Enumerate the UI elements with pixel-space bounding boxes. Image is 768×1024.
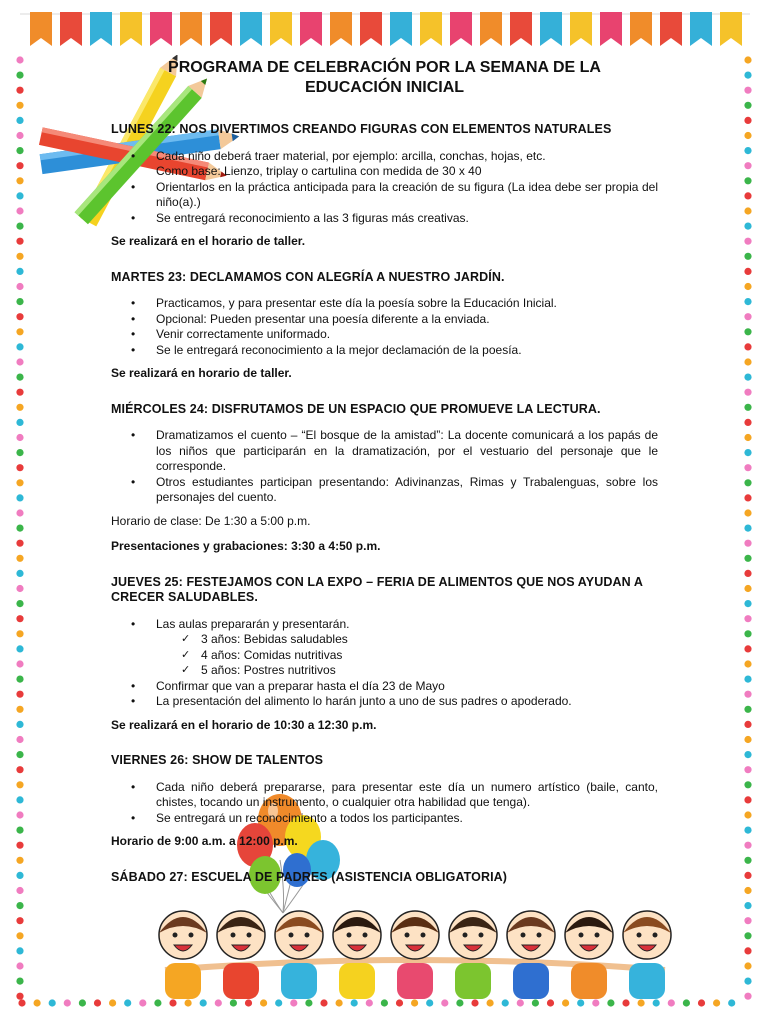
border-dot	[744, 389, 751, 396]
border-dot	[744, 464, 751, 471]
border-dot	[744, 238, 751, 245]
pennant-flag	[150, 12, 172, 46]
pennant-flag	[300, 12, 322, 46]
pennant-flag	[450, 12, 472, 46]
border-dot	[16, 872, 23, 879]
border-dot	[16, 842, 23, 849]
border-dot	[16, 540, 23, 547]
border-dot	[16, 328, 23, 335]
program-document	[111, 58, 658, 896]
border-dot	[16, 555, 23, 562]
pennant-flag	[330, 12, 352, 46]
border-dot	[744, 449, 751, 456]
section-note: Se realizará en el horario de 10:30 a 12:30 p.m.	[111, 717, 377, 732]
border-dot	[16, 162, 23, 169]
check-item: ✓ 4 años: Comidas nutritivas	[111, 648, 658, 664]
section-note: Presentaciones y grabaciones: 3:30 a 4:50 p.m.	[111, 539, 381, 553]
border-dot	[744, 509, 751, 516]
border-dot	[16, 238, 23, 245]
border-dot	[744, 374, 751, 381]
border-dot	[16, 132, 23, 139]
border-dot	[744, 857, 751, 864]
border-dot	[744, 177, 751, 184]
border-dot	[744, 87, 751, 94]
border-dot	[744, 691, 751, 698]
section-heading: MARTES 23: DECLAMAMOS CON ALEGRÍA A NUESTRO JARDÍN.	[111, 269, 505, 284]
border-dot	[124, 999, 131, 1006]
list-item: • Se entregará un reconocimiento a todos los participantes.	[111, 811, 658, 827]
border-dot	[744, 223, 751, 230]
border-dot	[79, 999, 86, 1006]
list-item: • Se le entregará reconocimiento a la mejor declamación de la poesía.	[111, 343, 658, 359]
pennant-flag	[270, 12, 292, 46]
list-item: Como base: Lienzo, triplay o cartulina con medida de 30 x 40	[156, 164, 482, 178]
section-note: Se realizará en horario de taller.	[111, 366, 292, 380]
border-dot	[16, 525, 23, 532]
pennant-flag	[30, 12, 52, 46]
border-dot	[744, 525, 751, 532]
border-dot	[18, 999, 25, 1006]
border-dot	[16, 947, 23, 954]
border-dot	[16, 358, 23, 365]
border-dot	[744, 434, 751, 441]
border-dot	[744, 751, 751, 758]
border-dot	[16, 192, 23, 199]
border-dot	[744, 993, 751, 1000]
border-dot	[744, 962, 751, 969]
border-dot	[744, 147, 751, 154]
border-dot	[16, 917, 23, 924]
pennant-flag	[480, 12, 502, 46]
border-dot	[16, 343, 23, 350]
border-dot	[16, 751, 23, 758]
border-dot	[16, 479, 23, 486]
border-dot	[16, 404, 23, 411]
section-heading: SÁBADO 27: ESCUELA DE PADRES (ASISTENCIA OBLIGATORIA)	[111, 869, 508, 884]
border-dot	[16, 298, 23, 305]
border-dot	[16, 570, 23, 577]
section-tuesday	[111, 270, 658, 382]
border-dot	[16, 781, 23, 788]
list-item: • Cada niño deberá prepararse, para presentar este día un numero artístico (baile, canto, chistes, tocando un instrumento, o cualquier otra habilidad que tenga).	[111, 780, 658, 811]
section-heading: JUEVES 25: FESTEJAMOS CON LA EXPO – FERIA DE ALIMENTOS QUE NOS AYUDAN A CRECER SALUDABLES.	[111, 574, 643, 604]
border-dot	[16, 389, 23, 396]
border-dot	[744, 706, 751, 713]
border-dot	[744, 207, 751, 214]
border-dot	[16, 645, 23, 652]
border-dot	[744, 660, 751, 667]
border-dot	[744, 630, 751, 637]
list-item: • Confirmar que van a preparar hasta el día 23 de Mayo	[111, 679, 658, 695]
bullet-list	[111, 149, 658, 227]
border-dot	[744, 117, 751, 124]
border-dot	[16, 932, 23, 939]
border-dot	[16, 313, 23, 320]
section-note: Horario de 9:00 a.m. a 12:00 p.m.	[111, 834, 298, 848]
pennant-flag	[360, 12, 382, 46]
border-dot	[744, 540, 751, 547]
page-title: PROGRAMA DE CELEBRACIÓN POR LA SEMANA DE LA EDUCACIÓN INICIAL	[168, 59, 601, 96]
pennant-flag	[540, 12, 562, 46]
border-dot	[744, 932, 751, 939]
border-dot	[16, 177, 23, 184]
list-item: • Dramatizamos el cuento – “El bosque de la amistad”: La docente comunicará a los papás de los niños que participarán en la dramatización, por el vestuario del personaje que le corresponde.	[111, 428, 658, 475]
bullet-list	[111, 617, 658, 633]
border-dot	[744, 555, 751, 562]
border-dot	[16, 87, 23, 94]
border-dot	[16, 207, 23, 214]
list-item: • Venir correctamente uniformado.	[111, 327, 658, 343]
border-dot	[744, 162, 751, 169]
border-dot	[744, 917, 751, 924]
pennant-flag	[90, 12, 112, 46]
check-list	[111, 632, 658, 679]
border-dot	[16, 962, 23, 969]
border-dot	[744, 947, 751, 954]
check-item: ✓ 5 años: Postres nutritivos	[111, 663, 658, 679]
section-friday	[111, 753, 658, 850]
border-dot	[16, 736, 23, 743]
section-heading: VIERNES 26: SHOW DE TALENTOS	[111, 753, 324, 767]
list-item: • Practicamos, y para presentar este día la poesía sobre la Educación Inicial.	[111, 296, 658, 312]
section-schedule: Horario de clase: De 1:30 a 5:00 p.m.	[111, 513, 311, 528]
list-item: • Se entregará reconocimiento a las 3 figuras más creativas.	[111, 211, 658, 227]
pennant-flag	[720, 12, 742, 46]
border-dot	[744, 570, 751, 577]
section-heading: MIÉRCOLES 24: DISFRUTAMOS DE UN ESPACIO QUE PROMUEVE LA LECTURA.	[111, 401, 601, 416]
list-item: • Las aulas prepararán y presentarán.	[111, 617, 658, 633]
border-dot	[16, 676, 23, 683]
list-item: • Otros estudiantes participan presentando: Adivinanzas, Rimas y Trabalenguas, sobre los personajes del cuento.	[111, 475, 658, 506]
border-dot	[16, 615, 23, 622]
border-dot	[16, 857, 23, 864]
border-dot	[744, 253, 751, 260]
border-dot	[16, 660, 23, 667]
pennant-flag	[690, 12, 712, 46]
pennant-flag	[60, 12, 82, 46]
pennant-flag	[510, 12, 532, 46]
bullet-list	[111, 296, 658, 358]
list-item: • Cada niño deberá traer material, por ejemplo: arcilla, conchas, hojas, etc.	[111, 149, 658, 165]
section-note: Se realizará en el horario de taller.	[111, 234, 306, 248]
pennant-flag	[210, 12, 232, 46]
border-dot	[744, 796, 751, 803]
border-dot	[139, 999, 146, 1006]
bullet-list	[111, 428, 658, 506]
bullet-list	[111, 780, 658, 827]
border-dot	[16, 827, 23, 834]
border-dot	[744, 600, 751, 607]
border-dot	[744, 419, 751, 426]
border-dot	[744, 811, 751, 818]
kids-image	[155, 895, 675, 1005]
bullet-list	[111, 679, 658, 710]
border-dot	[16, 902, 23, 909]
border-dot	[744, 192, 751, 199]
border-dot	[16, 993, 23, 1000]
border-dot	[744, 72, 751, 79]
pennant-flag	[420, 12, 442, 46]
border-dot	[16, 72, 23, 79]
border-dot	[16, 978, 23, 985]
border-dot	[16, 268, 23, 275]
border-dot	[16, 494, 23, 501]
border-dot	[744, 827, 751, 834]
border-dot	[744, 766, 751, 773]
border-dot	[16, 434, 23, 441]
border-dot	[698, 999, 705, 1006]
list-item: • Opcional: Pueden presentar una poesía diferente a la enviada.	[111, 312, 658, 328]
border-dot	[94, 999, 101, 1006]
border-dot	[16, 283, 23, 290]
border-dot	[744, 358, 751, 365]
border-dot	[744, 132, 751, 139]
border-dot	[744, 585, 751, 592]
border-dot	[744, 736, 751, 743]
border-dot	[16, 509, 23, 516]
border-dot	[713, 999, 720, 1006]
border-dot	[16, 887, 23, 894]
border-dot	[744, 872, 751, 879]
border-dot	[744, 978, 751, 985]
border-dot	[16, 796, 23, 803]
border-dot	[16, 600, 23, 607]
border-dot	[744, 721, 751, 728]
border-dot	[49, 999, 56, 1006]
pennant-flag	[660, 12, 682, 46]
border-dot	[64, 999, 71, 1006]
border-dot	[744, 102, 751, 109]
list-item: • La presentación del alimento lo harán junto a uno de sus padres o apoderado.	[111, 694, 658, 710]
section-monday	[111, 122, 658, 250]
border-dot	[744, 887, 751, 894]
section-heading: LUNES 22: NOS DIVERTIMOS CREANDO FIGURAS CON ELEMENTOS NATURALES	[111, 122, 612, 136]
border-dot	[16, 117, 23, 124]
border-dot	[744, 313, 751, 320]
border-dot	[683, 999, 690, 1006]
border-dot	[16, 811, 23, 818]
border-dot	[744, 283, 751, 290]
section-thursday	[111, 575, 658, 734]
border-dot	[744, 479, 751, 486]
border-dot	[16, 147, 23, 154]
border-dot	[109, 999, 116, 1006]
pennant-flag	[390, 12, 412, 46]
border-dot	[744, 328, 751, 335]
border-dot	[744, 902, 751, 909]
border-dot	[744, 842, 751, 849]
border-dot	[16, 449, 23, 456]
border-dot	[744, 268, 751, 275]
border-dot	[744, 615, 751, 622]
border-dot	[728, 999, 735, 1006]
border-dot	[16, 630, 23, 637]
border-dot	[16, 253, 23, 260]
border-dot	[16, 223, 23, 230]
border-dot	[16, 419, 23, 426]
border-dot	[744, 781, 751, 788]
pennant-flag	[180, 12, 202, 46]
pennant-flag	[240, 12, 262, 46]
pennant-flag	[120, 12, 142, 46]
border-dot	[744, 494, 751, 501]
check-item: ✓ 3 años: Bebidas saludables	[111, 632, 658, 648]
border-dot	[16, 766, 23, 773]
border-dot	[16, 706, 23, 713]
pennant-flag	[570, 12, 592, 46]
border-dot	[744, 645, 751, 652]
pennant-flag	[600, 12, 622, 46]
pennant-banner	[0, 0, 768, 60]
border-dot	[34, 999, 41, 1006]
border-dot	[16, 464, 23, 471]
border-dot	[744, 298, 751, 305]
border-dot	[16, 102, 23, 109]
border-dot	[744, 343, 751, 350]
section-saturday	[111, 870, 658, 886]
list-item: • Orientarlos en la práctica anticipada para la creación de su figura (La idea debe ser propia del niño(a).)	[111, 180, 658, 211]
border-dot	[16, 585, 23, 592]
border-dot	[16, 374, 23, 381]
border-dot	[16, 721, 23, 728]
border-dot	[744, 676, 751, 683]
pennant-flag	[630, 12, 652, 46]
section-wednesday	[111, 402, 658, 555]
border-dot	[744, 404, 751, 411]
border-dot	[16, 691, 23, 698]
